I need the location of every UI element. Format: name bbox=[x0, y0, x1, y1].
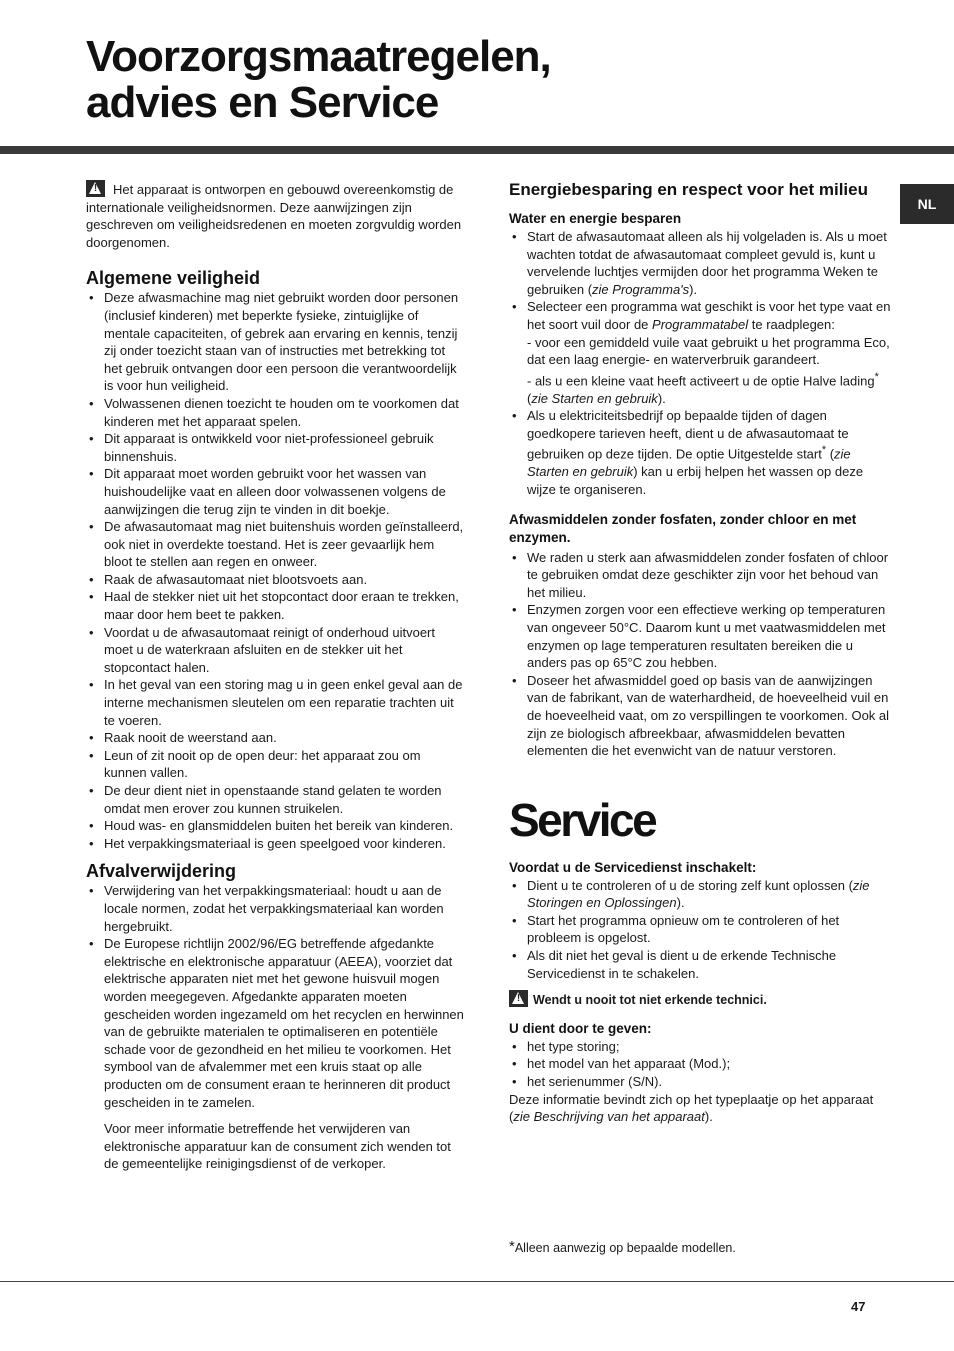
list-item: • Doseer het afwasmiddel goed op basis van de aanwijzingen van de fabrikant, van de waterhardheid, de hoeveelheid vuil en de hoeveelheid vaat, om zo verspillingen te voorkomen. Ook al zijn ze biologisch afbreekbaar, afwasmiddelen bevatten elementen die het evenwicht van de natuur verstoren. bbox=[509, 672, 891, 760]
cross-reference: zie Beschrijving van het apparaat bbox=[513, 1109, 705, 1125]
left-column bbox=[86, 180, 466, 1173]
cross-reference: zie Starten en gebruik bbox=[527, 446, 851, 480]
cross-reference: zie Storingen en Oplossingen bbox=[527, 877, 870, 911]
list-item: • Houd was- en glansmiddelen buiten het bereik van kinderen. bbox=[86, 817, 466, 835]
list-item: • Deze afwasmachine mag niet gebruikt worden door personen (inclusief kinderen) met beperkte fysieke, zintuiglijke of mentale capaciteiten, of gebrek aan ervaring en kennis, tenzij zij onder toezicht staan van of instructies met betrekking tot het gebruik ontvangen door een persoon die verantwoordelijk is voor hun veiligheid. bbox=[86, 289, 466, 395]
page-title bbox=[86, 34, 551, 126]
list-item: • Selecteer een programma wat geschikt is voor het type vaat en het soort vuil door de Programmatabel te raadplegen: - voor een gemiddeld vuile vaat gebruikt u het programma Eco, dat een laag energie- en waterverbruik garandeert. - als u een kleine vaat heeft activeert u de optie Halve lading* (zie Starten en gebruik). bbox=[509, 298, 891, 407]
provide-list bbox=[509, 1038, 891, 1091]
list-item: • De deur dient niet in openstaande stand gelaten te worden omdat men erover zou kunnen struikelen. bbox=[86, 782, 466, 817]
list-item: • Volwassenen dienen toezicht te houden om te voorkomen dat kinderen met het apparaat spelen. bbox=[86, 395, 466, 430]
detergent-list bbox=[509, 549, 891, 760]
detergent-heading: Afwasmiddelen zonder fosfaten, zonder chloor en met enzymen. bbox=[509, 511, 857, 545]
energy-heading: Energiebesparing en respect voor het milieu bbox=[509, 180, 868, 199]
list-item: • het model van het apparaat (Mod.); bbox=[509, 1055, 891, 1073]
list-item: • Raak nooit de weerstand aan. bbox=[86, 729, 466, 747]
list-item: • Start het programma opnieuw om te controleren of het probleem is opgelost. bbox=[509, 912, 891, 947]
page-title-line-2: advies en Service bbox=[86, 78, 439, 127]
list-item: • De afwasautomaat mag niet buitenshuis worden geïnstalleerd, ook niet in overdekte toestand. Het is zeer gevaarlijk hem bloot te stellen aan regen en onweer. bbox=[86, 518, 466, 571]
footer-divider bbox=[0, 1281, 954, 1282]
intro-paragraph bbox=[86, 180, 466, 251]
list-item: • Dit apparaat moet worden gebruikt voor het wassen van huishoudelijke vaat en alleen door volwassenen volgens de aanwijzingen die terug zijn te vinden in dit boekje. bbox=[86, 465, 466, 518]
list-item: • het serienummer (S/N). bbox=[509, 1073, 891, 1091]
list-item: • Voordat u de afwasautomaat reinigt of onderhoud uitvoert moet u de waterkraan afsluiten en de stekker uit het stopcontact halen. bbox=[86, 624, 466, 677]
list-item: • Dit apparaat is ontwikkeld voor niet-professioneel gebruik binnenshuis. bbox=[86, 430, 466, 465]
right-column bbox=[509, 180, 891, 1126]
disposal-list bbox=[86, 882, 466, 1111]
page-title-line-1: Voorzorgsmaatregelen, bbox=[86, 32, 551, 81]
list-item: • Als u elektriciteitsbedrijf op bepaalde tijden of dagen goedkopere tarieven heeft, dient u de afwasautomaat te gebruiken op deze tijden. De optie Uitgestelde start* (zie Starten en gebruik) kan u erbij helpen het wassen op deze wijze te organiseren. bbox=[509, 407, 891, 498]
list-item: • De Europese richtlijn 2002/96/EG betreffende afgedankte elektrische en elektronische apparatuur (AEEA), voorziet dat elektrische apparaten niet met het gewone huisvuil mogen worden meegegeven. Afgedankte apparaten moeten gescheiden worden ingezameld om het recyclen en herwinnen van de gebruikte materialen te optimaliseren en potentiële schade voor de gezondheid en het milieu te voorkomen. Het symbool van de afvalemmer met een kruis staat op alle producten om de consument eraan te herinneren dit product gescheiden in te zamelen. bbox=[86, 935, 466, 1111]
list-item: • Dient u te controleren of u de storing zelf kunt oplossen (zie Storingen en Oplossingen). bbox=[509, 877, 891, 912]
cross-reference: zie Programma's bbox=[592, 281, 690, 297]
before-service-heading: Voordat u de Servicedienst inschakelt: bbox=[509, 859, 757, 875]
header-divider bbox=[0, 146, 954, 154]
warning-icon bbox=[86, 180, 105, 197]
disposal-note: Voor meer informatie betreffende het verwijderen van elektronische apparatuur kan de consument zich wenden tot de gemeentelijke reinigingsdienst of de verkoper. bbox=[104, 1121, 451, 1172]
warning-icon bbox=[509, 990, 528, 1007]
footnote-text: Alleen aanwezig op bepaalde modellen. bbox=[514, 1241, 736, 1255]
list-item: • Start de afwasautomaat alleen als hij volgeladen is. Als u moet wachten totdat de afwasautomaat compleet gevuld is, kunt u vervelende luchtjes vermijden door het programma Weken te gebruiken (zie Programma's). bbox=[509, 228, 891, 298]
list-item: • In het geval van een storing mag u in geen enkel geval aan de interne mechanismen sleutelen om een reparatie trachten uit te voeren. bbox=[86, 676, 466, 729]
list-item: • het type storing; bbox=[509, 1038, 891, 1056]
list-item: • Raak de afwasautomaat niet blootsvoets aan. bbox=[86, 571, 466, 589]
list-item: • Verwijdering van het verpakkingsmateriaal: houdt u aan de locale normen, zodat het verpakkingsmateriaal kan worden hergebruikt. bbox=[86, 882, 466, 935]
provide-heading: U dient door te geven: bbox=[509, 1020, 652, 1036]
footnote-marker: * bbox=[509, 1238, 515, 1255]
page-number: 47 bbox=[851, 1299, 866, 1314]
cross-reference: Programmatabel bbox=[652, 316, 749, 332]
rating-plate-info: Deze informatie bevindt zich op het typeplaatje op het apparaat (zie Beschrijving van het apparaat). bbox=[509, 1091, 874, 1125]
service-title: Service bbox=[509, 793, 656, 846]
list-item: • Enzymen zorgen voor een effectieve werking op temperaturen van ongeveer 50°C. Daarom kunt u met vaatwasmiddelen met enzymen op lage temperaturen resultaten bereiken die u anders pas op 65°C zou hebben. bbox=[509, 601, 891, 671]
list-item: • Leun of zit nooit op de open deur: het apparaat zou om kunnen vallen. bbox=[86, 747, 466, 782]
intro-text: Het apparaat is ontworpen en gebouwd overeenkomstig de internationale veiligheidsnormen. Deze aanwijzingen zijn geschreven om veiligheidsredenen en moeten zorgvuldig worden doorgenomen. bbox=[86, 182, 462, 250]
list-item: • Als dit niet het geval is dient u de erkende Technische Servicedienst in te schakelen. bbox=[509, 947, 891, 982]
list-item: • Haal de stekker niet uit het stopcontact door eraan te trekken, maar door hem beet te pakken. bbox=[86, 588, 466, 623]
before-service-list bbox=[509, 877, 891, 983]
language-tab: NL bbox=[900, 184, 954, 224]
water-energy-heading: Water en energie besparen bbox=[509, 211, 682, 226]
disposal-heading: Afvalverwijdering bbox=[86, 861, 237, 882]
general-safety-list bbox=[86, 289, 466, 852]
water-energy-list bbox=[509, 228, 891, 499]
list-item: • We raden u sterk aan afwasmiddelen zonder fosfaten of chloor te gebruiken omdat deze geschikter zijn voor het behoud van het milieu. bbox=[509, 549, 891, 602]
list-item: • Het verpakkingsmateriaal is geen speelgoed voor kinderen. bbox=[86, 835, 466, 853]
footnote bbox=[509, 1238, 736, 1257]
technician-warning: !Wendt u nooit tot niet erkende technici. bbox=[509, 990, 891, 1010]
cross-reference: zie Starten en gebruik bbox=[531, 390, 658, 406]
general-safety-heading: Algemene veiligheid bbox=[86, 268, 261, 289]
